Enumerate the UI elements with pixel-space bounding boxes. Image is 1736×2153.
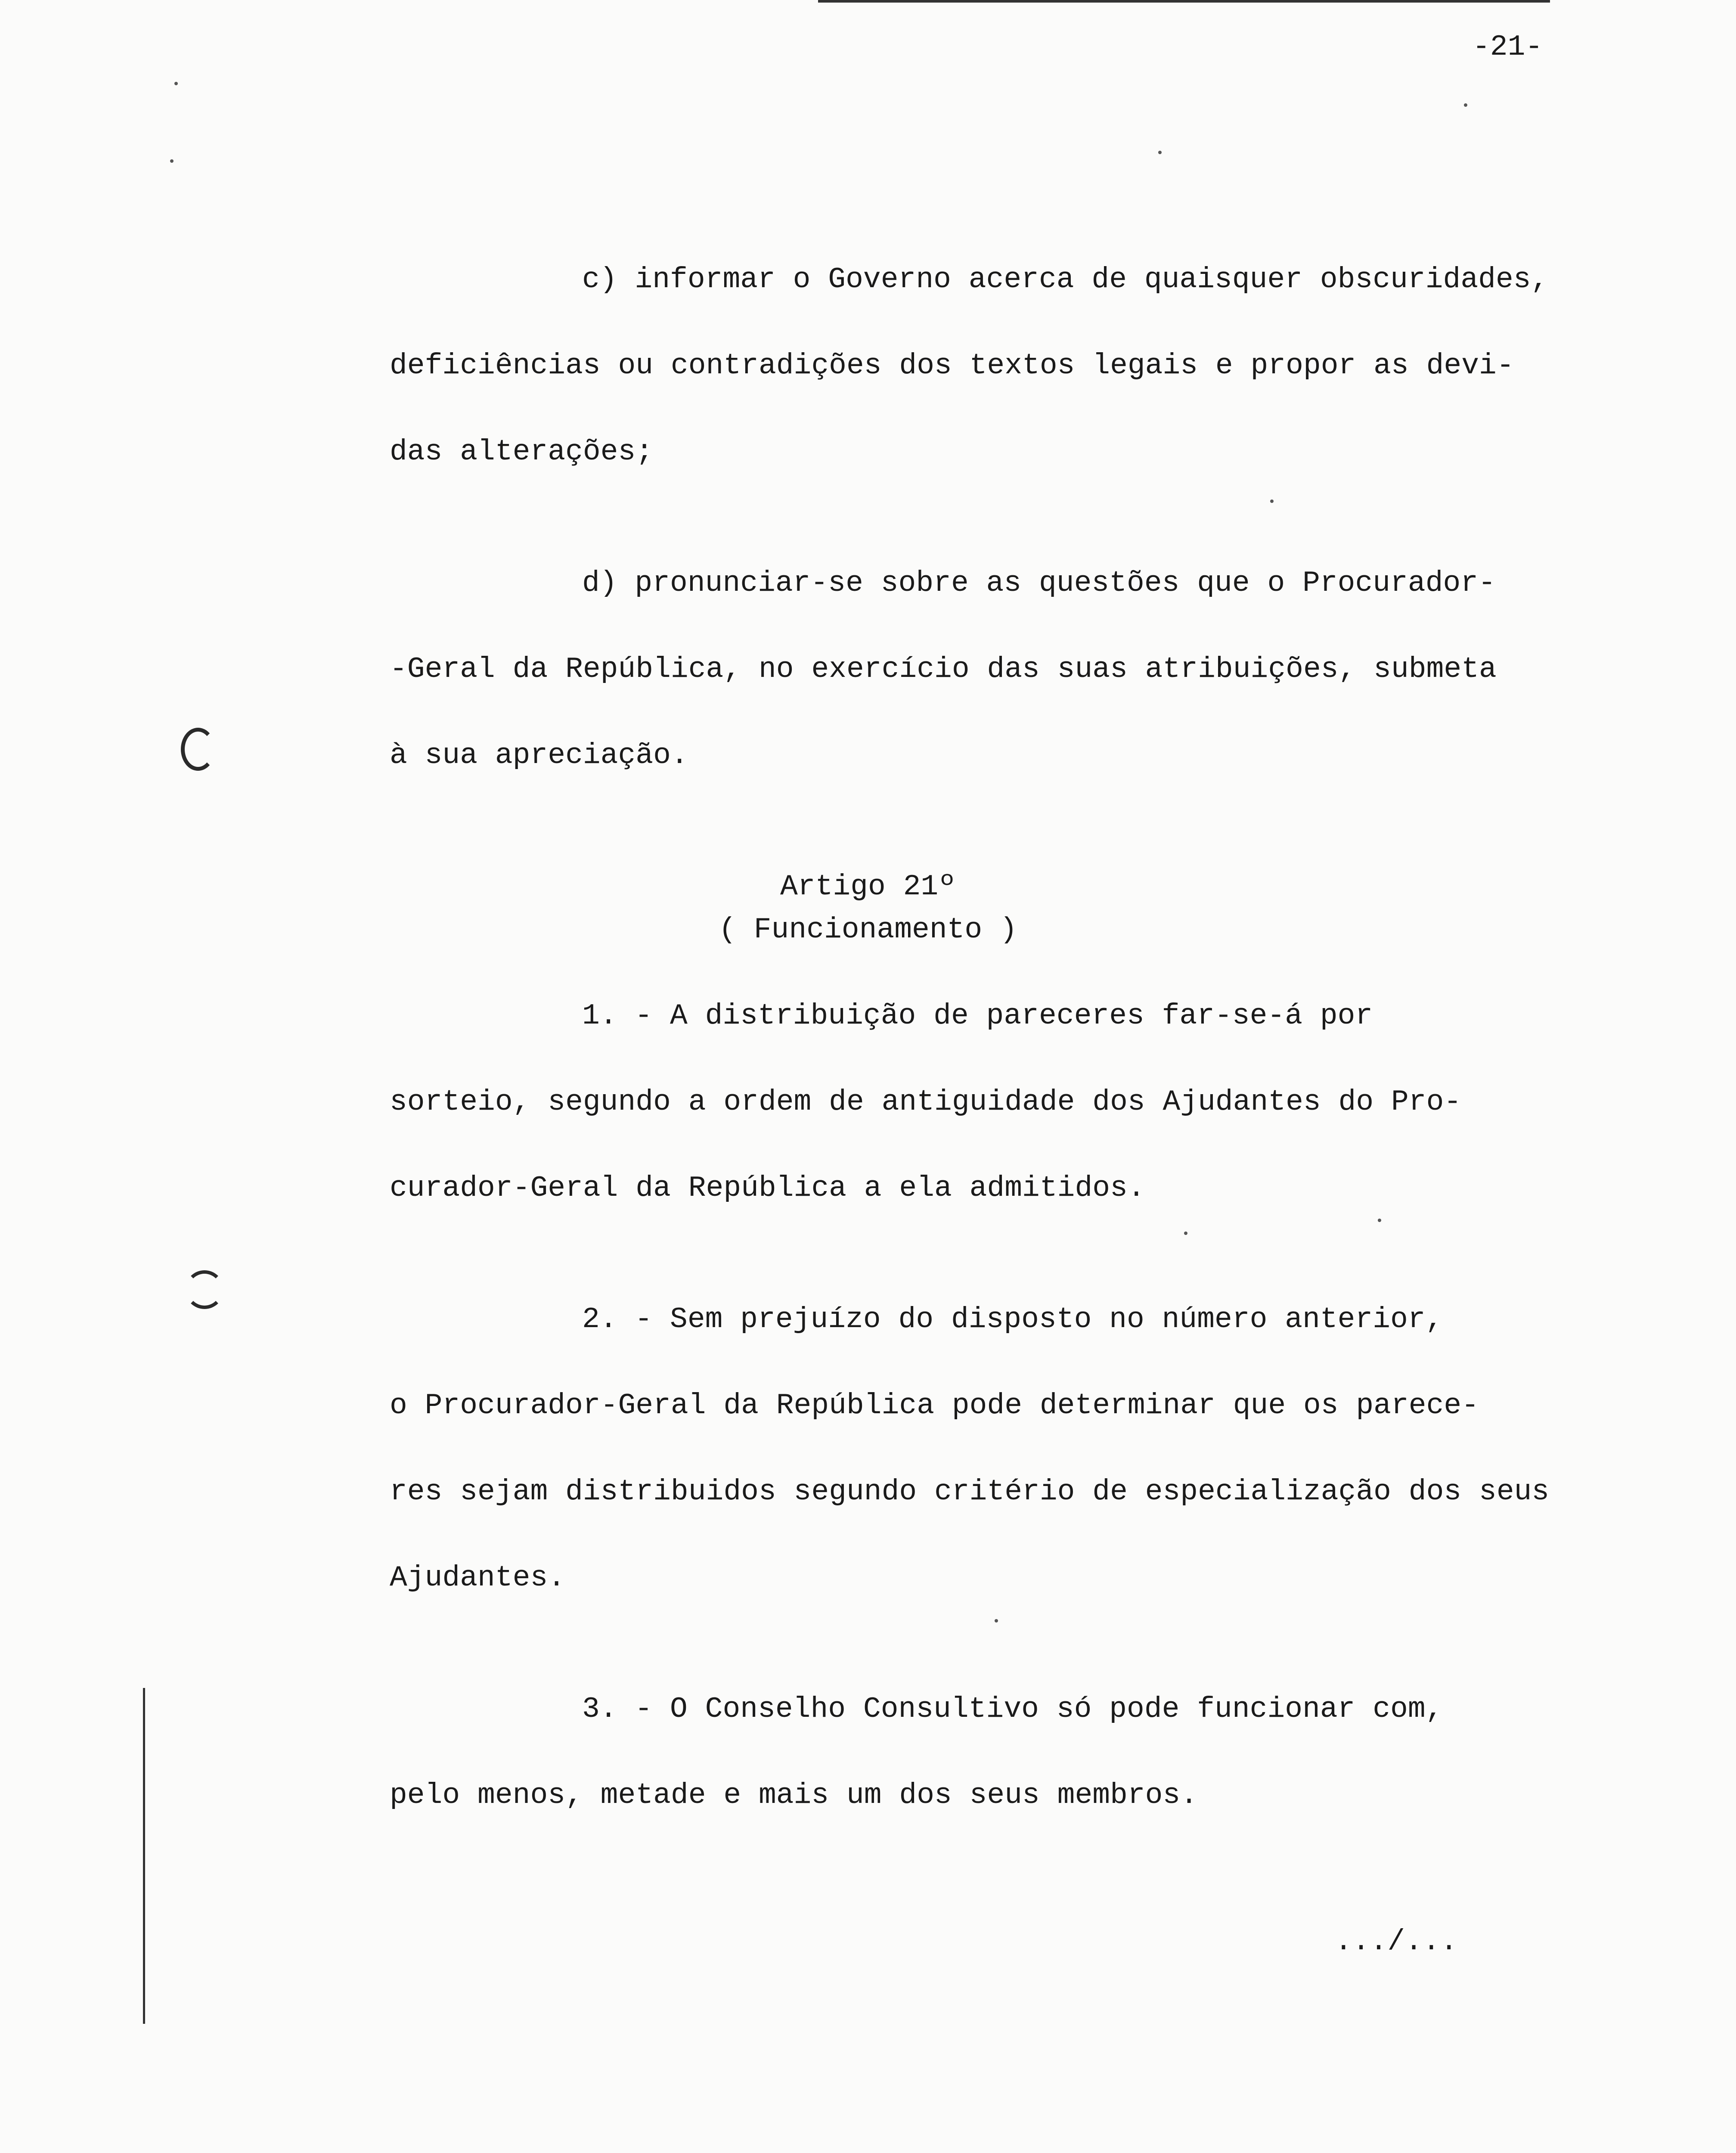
paragraph-c-line-1: c) informar o Governo acerca de quaisquer obscuridades, bbox=[582, 263, 1549, 296]
paragraph-c-line-3: das alterações; bbox=[390, 435, 654, 468]
speck bbox=[170, 159, 174, 163]
item-2-line-2: o Procurador-Geral da República pode determinar que os parece- bbox=[390, 1389, 1479, 1422]
margin-bar bbox=[143, 1688, 145, 2024]
paragraph-d-line-2: -Geral da República, no exercício das suas atribuições, submeta bbox=[390, 653, 1497, 686]
item-2-line-4: Ajudantes. bbox=[390, 1561, 566, 1595]
article-subtitle: ( Funcionamento ) bbox=[719, 913, 1017, 946]
speck bbox=[1378, 1219, 1381, 1222]
speck bbox=[1158, 151, 1162, 154]
margin-punch-mark-icon bbox=[181, 728, 215, 771]
speck bbox=[174, 82, 178, 85]
article-heading: Artigo 21º bbox=[780, 870, 956, 903]
item-1-line-1: 1. - A distribuição de pareceres far-se-á por bbox=[582, 999, 1373, 1033]
speck bbox=[1184, 1232, 1187, 1235]
speck bbox=[1464, 103, 1467, 107]
item-1-line-3: curador-Geral da República a ela admitidos. bbox=[390, 1172, 1145, 1205]
item-3-line-2: pelo menos, metade e mais um dos seus membros. bbox=[390, 1779, 1198, 1812]
punch-hole-icon bbox=[185, 1270, 224, 1309]
speck bbox=[1270, 499, 1274, 503]
paragraph-d-line-3: à sua apreciação. bbox=[390, 739, 688, 772]
item-3-line-1: 3. - O Conselho Consultivo só pode funcionar com, bbox=[582, 1693, 1443, 1726]
item-2-line-3: res sejam distribuidos segundo critério de especialização dos seus bbox=[390, 1475, 1550, 1508]
top-rule bbox=[818, 0, 1550, 3]
item-1-line-2: sorteio, segundo a ordem de antiguidade dos Ajudantes do Pro- bbox=[390, 1086, 1462, 1119]
page-number: -21- bbox=[1472, 31, 1543, 64]
speck bbox=[995, 1619, 998, 1623]
paragraph-d-line-1: d) pronunciar-se sobre as questões que o Procurador- bbox=[582, 567, 1496, 600]
continuation-mark: .../... bbox=[1335, 1925, 1458, 1958]
paragraph-c-line-2: deficiências ou contradições dos textos legais e propor as devi- bbox=[390, 349, 1514, 382]
item-2-line-1: 2. - Sem prejuízo do disposto no número anterior, bbox=[582, 1303, 1443, 1336]
